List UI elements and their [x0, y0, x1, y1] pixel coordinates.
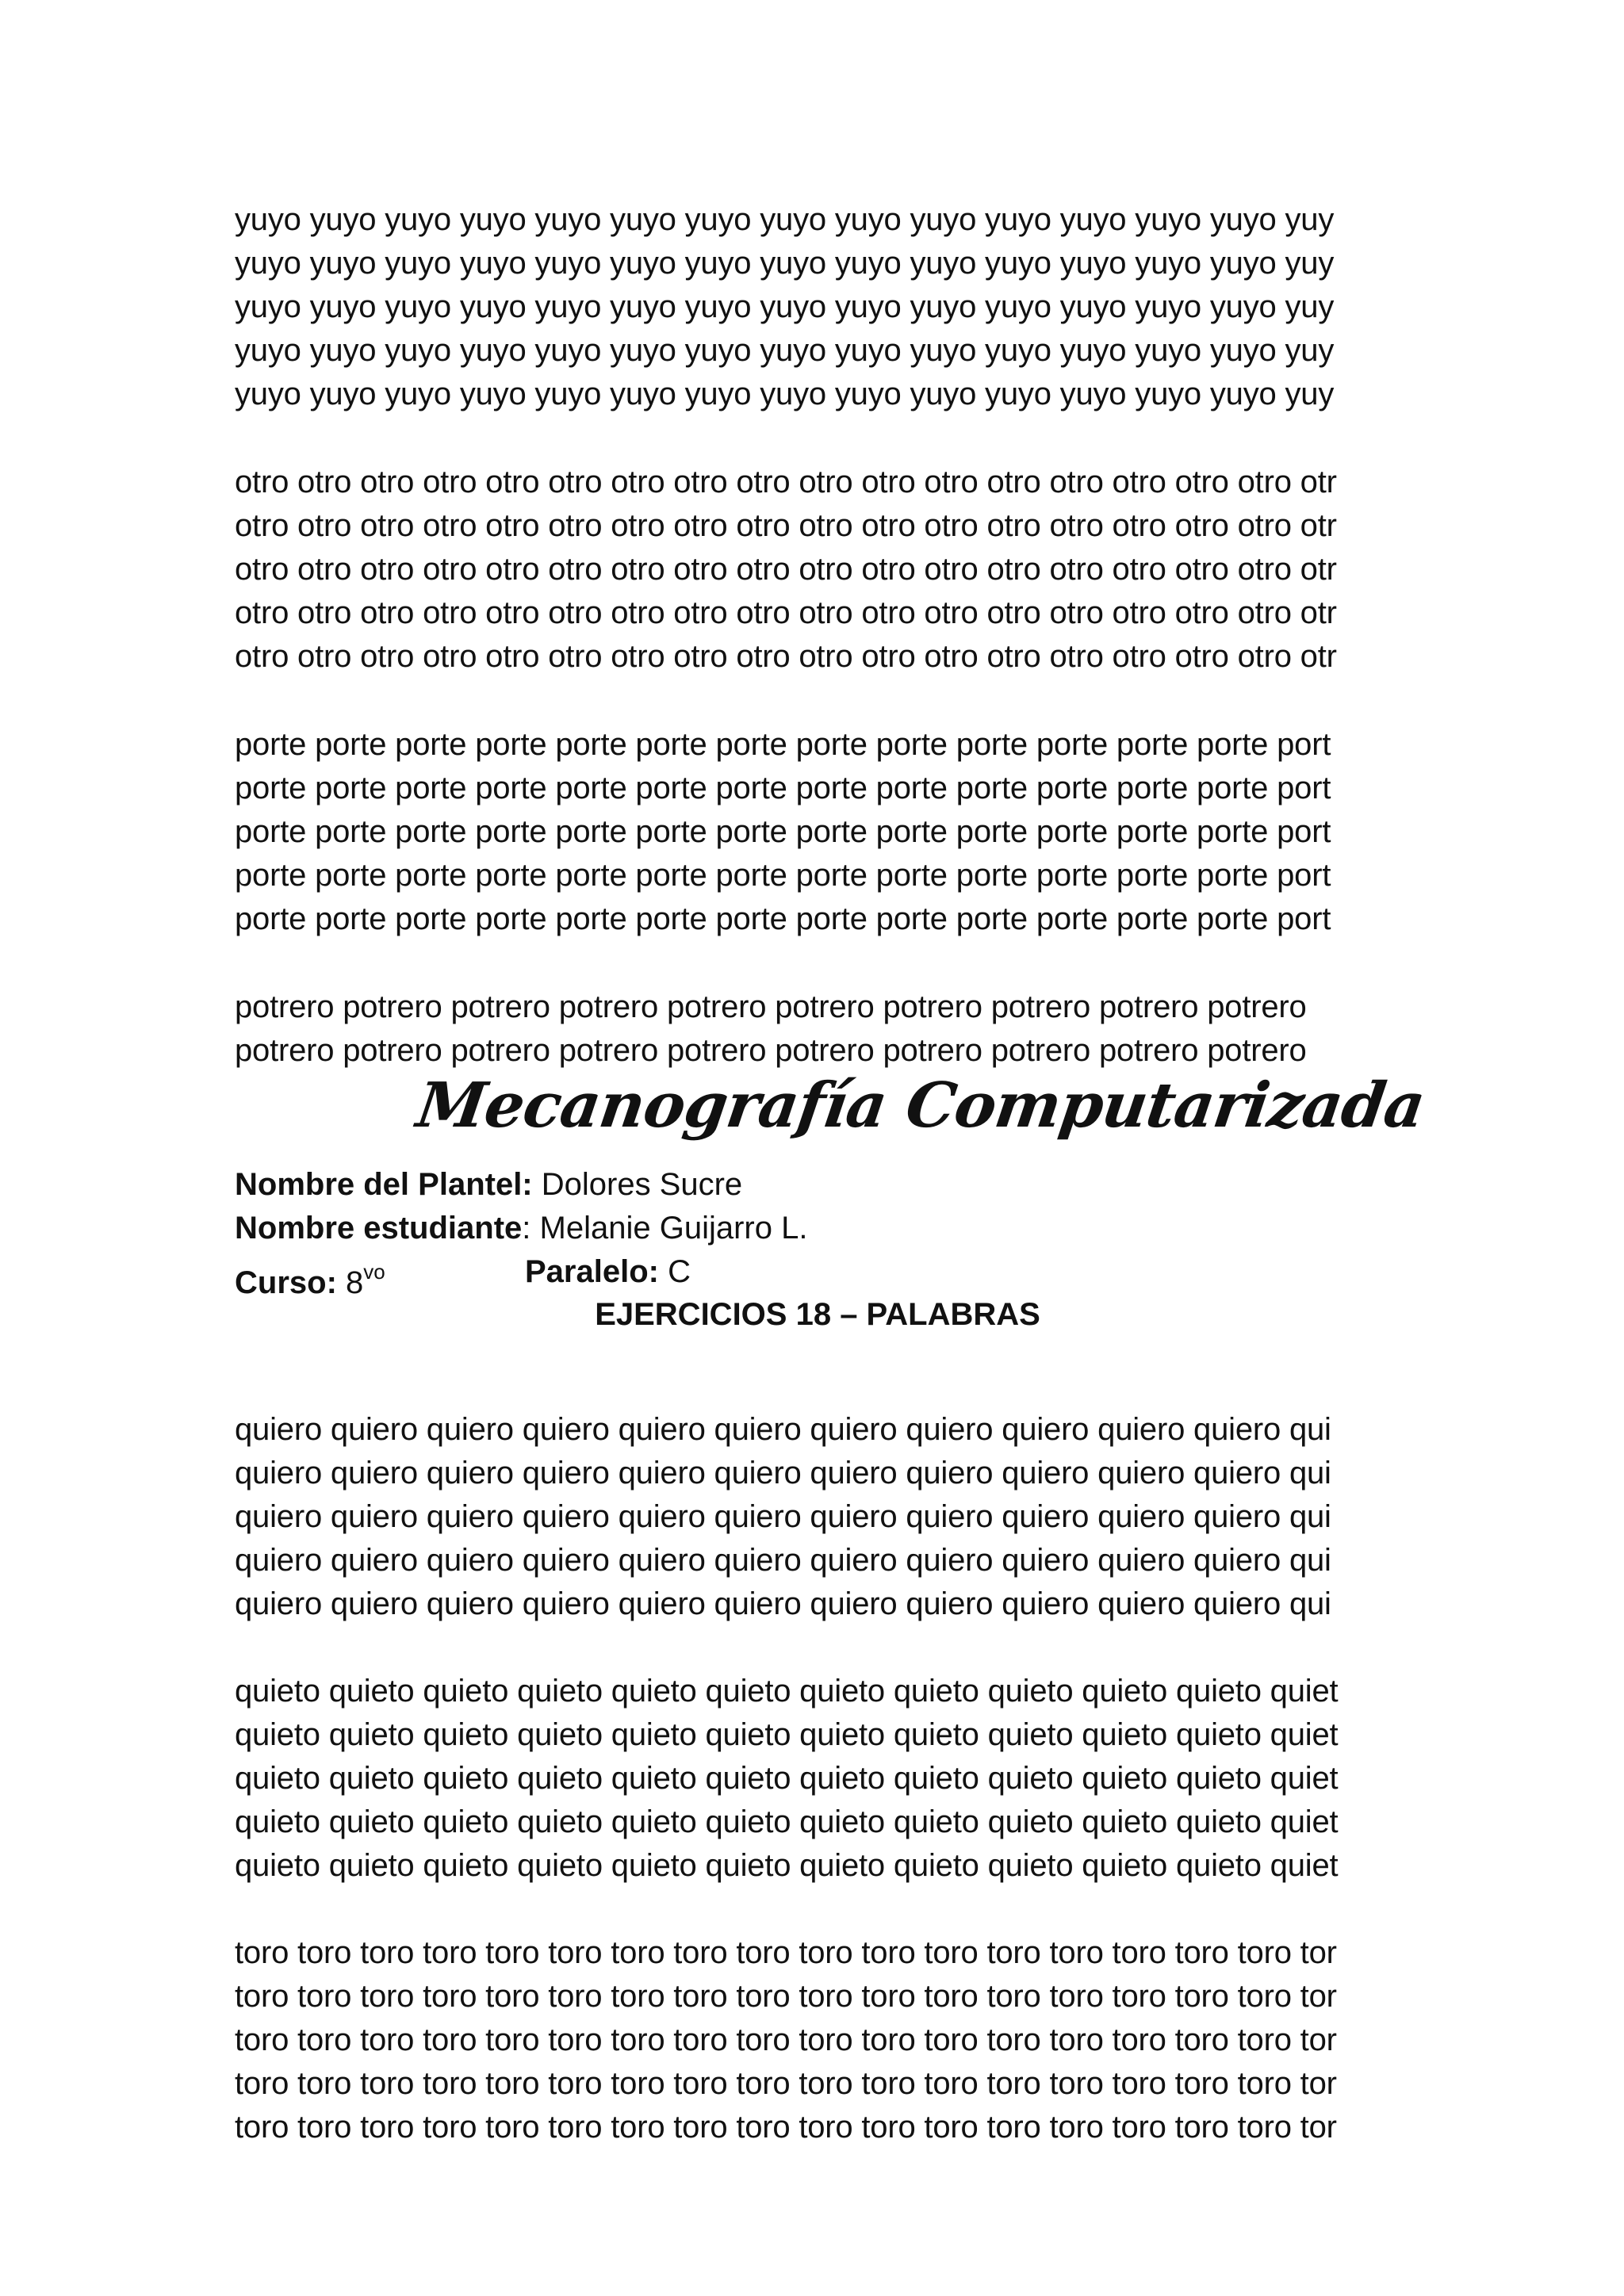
text-line: toro toro toro toro toro toro toro toro toro toro toro toro toro toro toro toro toro tor — [235, 1979, 1337, 2014]
text-line: yuyo yuyo yuyo yuyo yuyo yuyo yuyo yuyo yuyo yuyo yuyo yuyo yuyo yuyo yuy — [235, 333, 1335, 368]
exercise-block-toro — [235, 1931, 1472, 2149]
page-title: Mecanografía Computarizada — [412, 1070, 1429, 1142]
text-line: toro toro toro toro toro toro toro toro toro toro toro toro toro toro toro toro toro tor — [235, 2110, 1337, 2145]
exercise-block-potrero — [235, 985, 1472, 1073]
plantel-label: Nombre del Plantel: — [235, 1167, 533, 1202]
text-line: otro otro otro otro otro otro otro otro otro otro otro otro otro otro otro otro otro otr — [235, 508, 1337, 543]
text-line: porte porte porte porte porte porte porte porte porte porte porte porte porte port — [235, 901, 1331, 936]
plantel-line — [235, 1163, 742, 1207]
text-line: otro otro otro otro otro otro otro otro otro otro otro otro otro otro otro otro otro otr — [235, 595, 1337, 630]
text-line: porte porte porte porte porte porte porte porte porte porte porte porte porte port — [235, 858, 1331, 893]
text-line: quiero quiero quiero quiero quiero quiero quiero quiero quiero quiero quiero qui — [235, 1412, 1331, 1447]
curso-superscript: vo — [363, 1260, 385, 1284]
exercise-block-quiero — [235, 1408, 1472, 1626]
estudiante-line — [235, 1207, 807, 1250]
text-line: otro otro otro otro otro otro otro otro otro otro otro otro otro otro otro otro otro otr — [235, 552, 1337, 587]
paralelo-line — [525, 1250, 691, 1294]
exercise-block-porte — [235, 723, 1472, 941]
exercise-block-quieto — [235, 1670, 1472, 1888]
text-line: quiero quiero quiero quiero quiero quiero quiero quiero quiero quiero quiero qui — [235, 1499, 1331, 1534]
text-line: yuyo yuyo yuyo yuyo yuyo yuyo yuyo yuyo yuyo yuyo yuyo yuyo yuyo yuyo yuy — [235, 246, 1335, 281]
exercise-block-yuyo — [235, 198, 1472, 416]
text-line: yuyo yuyo yuyo yuyo yuyo yuyo yuyo yuyo yuyo yuyo yuyo yuyo yuyo yuyo yuy — [235, 289, 1335, 324]
curso-value: 8 — [336, 1265, 364, 1300]
text-line: quieto quieto quieto quieto quieto quieto quieto quieto quieto quieto quieto quiet — [235, 1848, 1339, 1883]
text-line: toro toro toro toro toro toro toro toro toro toro toro toro toro toro toro toro toro tor — [235, 1935, 1337, 1970]
curso-label: Curso: — [235, 1265, 337, 1300]
text-line: otro otro otro otro otro otro otro otro otro otro otro otro otro otro otro otro otro otr — [235, 639, 1337, 674]
text-line: yuyo yuyo yuyo yuyo yuyo yuyo yuyo yuyo yuyo yuyo yuyo yuyo yuyo yuyo yuy — [235, 202, 1335, 237]
text-line: porte porte porte porte porte porte porte porte porte porte porte porte porte port — [235, 814, 1331, 849]
text-line: porte porte porte porte porte porte porte porte porte porte porte porte porte port — [235, 771, 1331, 806]
estudiante-label: Nombre estudiante — [235, 1211, 523, 1246]
text-line: potrero potrero potrero potrero potrero potrero potrero potrero potrero potrero — [235, 1033, 1307, 1068]
text-line: toro toro toro toro toro toro toro toro toro toro toro toro toro toro toro toro toro tor — [235, 2022, 1337, 2057]
text-line: yuyo yuyo yuyo yuyo yuyo yuyo yuyo yuyo yuyo yuyo yuyo yuyo yuyo yuyo yuy — [235, 377, 1335, 411]
text-line: quieto quieto quieto quieto quieto quieto quieto quieto quieto quieto quieto quiet — [235, 1804, 1339, 1839]
exercise-block-otro — [235, 461, 1472, 679]
text-line: quiero quiero quiero quiero quiero quiero quiero quiero quiero quiero quiero qui — [235, 1586, 1331, 1621]
paralelo-label: Paralelo: — [525, 1254, 659, 1289]
text-line: potrero potrero potrero potrero potrero potrero potrero potrero potrero potrero — [235, 989, 1307, 1024]
text-line: porte porte porte porte porte porte porte porte porte porte porte porte porte port — [235, 727, 1331, 762]
text-line: quieto quieto quieto quieto quieto quieto quieto quieto quieto quieto quieto quiet — [235, 1674, 1339, 1709]
text-line: quiero quiero quiero quiero quiero quiero quiero quiero quiero quiero quiero qui — [235, 1543, 1331, 1578]
estudiante-value: : Melanie Guijarro L. — [522, 1211, 808, 1246]
text-line: quieto quieto quieto quieto quieto quieto quieto quieto quieto quieto quieto quiet — [235, 1717, 1339, 1752]
text-line: quieto quieto quieto quieto quieto quieto quieto quieto quieto quieto quieto quiet — [235, 1761, 1339, 1796]
paralelo-value: C — [658, 1254, 691, 1289]
plantel-value: Dolores Sucre — [532, 1167, 743, 1202]
exercise-title: EJERCICIOS 18 – PALABRAS — [595, 1297, 1040, 1332]
text-line: toro toro toro toro toro toro toro toro toro toro toro toro toro toro toro toro toro tor — [235, 2066, 1337, 2101]
text-line: quiero quiero quiero quiero quiero quiero quiero quiero quiero quiero quiero qui — [235, 1456, 1331, 1490]
text-line: otro otro otro otro otro otro otro otro otro otro otro otro otro otro otro otro otro otr — [235, 465, 1337, 499]
